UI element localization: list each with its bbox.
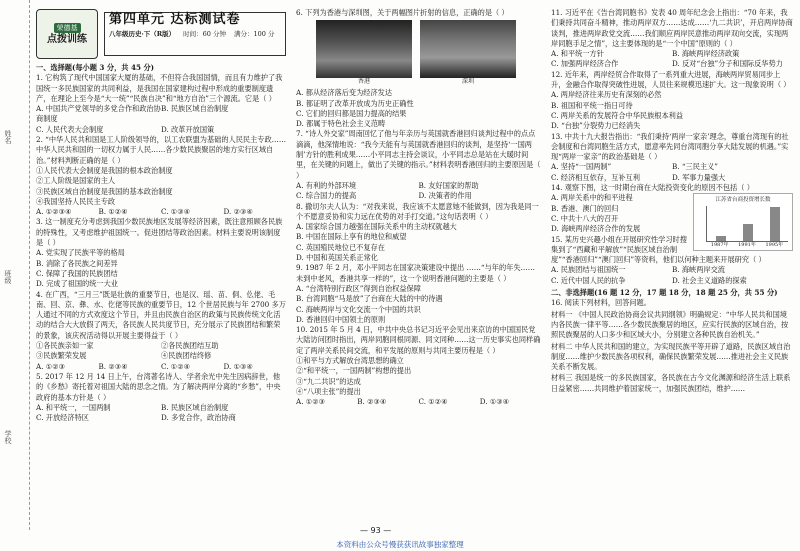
question-3: 3. 这一制度充分考虑到我国少数民族地区发展等经济因素，既注意照顾各民族的特殊性，又考虑维护祖国统一。促进团结等政治因素。材料主要说明该制度是（ ） A. 党实现了民族平等的格局 B. 消除了各民族之间差异 C. 保障了我国的民族团结 D. 完成了祖国的统一大业	[36, 217, 283, 289]
question-12: 12. 近年来，两岸经贸合作取得了一系列重大进展，海峡两岸贸易同步上升，金融合作取得突破性进展，人员往来规模迅速扩大。这一现象说明（ ） A. 两岸经济往来历史有深刻的必然 B. 祖国和平统一指日可待 C. 两岸关系的发展符合中华民族根本利益 D. “台独”分裂势力已经消失	[551, 69, 791, 131]
question-11: 11. 习近平在《告台湾同胞书》发表 40 周年纪念会上指出：“70 年来，我们秉持共同奋斗精神，推动两岸双方……达成……‘九二共识’，开启两岸协商谈判，推进两岸政党交流……我们顺应两岸民意推动两岸双向交流，实现两岸同胞手足之情”，这主要体现的是“一个中国”原则的（ ） A. 和平统一方针 B. 海峡两岸经济政策 C. 加强两岸经济合作 D. 反对“台独”分子和国际反华势力	[551, 8, 793, 69]
footer-note: 本资料由公众号慢获获讯故事独家整理	[336, 540, 464, 549]
material-2: 材料二 中华人民共和国的建立，为实现民族平等开辟了道路，民族区域自治制度……维护少数民族各项权利，确保民族繁荣发展……推进社会主义民族关系不断发展。	[551, 341, 791, 372]
question-7: 7. “诗人外交家”周南回忆了他与年亲历与英国就香港回归谈判过程中的点点滴滴，他深情地说：“我今天能有与英国就香港回归的谈判，是坚持‘一国两制’方针的胜利成果……小平同志主持会谈议，小平同志总是站在大暖时间里，在关键的问题上，做出了关键的指示。”材料表明香港回归的主要原因是（ ） A. 有利的外部环境 B. 友好国家的帮助 C. 综合国力的提高 D. 决策者的作用	[296, 129, 541, 201]
unit-title: 第四单元 达标测试卷	[109, 12, 241, 27]
brand-logo: 荣德基 点拨训练	[36, 9, 98, 59]
x-tick-label: 1991年	[738, 242, 756, 249]
chart-bar	[770, 207, 780, 241]
question-15: 15. 某历史兴趣小组在开展研究性学习时搜集到了“西藏和平解放”“民族区域自治制度”“香港回归”“澳门回归”等资料，他们以何种主题来开展研究（ ） A. 民族团结与祖国统一 B. 海峡两岸交流 C. 近代中国人民的抗争 D. 社会主义道路的探索	[551, 234, 766, 285]
chart-x-labels	[706, 240, 788, 250]
school-label: 学校	[4, 430, 12, 444]
chart-bars	[706, 206, 788, 242]
question-1: 1. 它构筑了现代中国国家大厦的基础，不但符合我国国情，而且有力维护了我国统一多民族国家的共同利益，是我国在国家建构过程中形成的重要制度遗产，在理论上至今是“大一统”“民族自决”和“地方自治”三个源流。它是（ ） A. 中国共产党领导的多党合作和政治协商制度 B. 民族区域自治制度 C. 人民代表大会制度 D. 改革开放国策	[36, 73, 283, 134]
question-16: 16. 阅读下列材料，回答问题。	[551, 298, 651, 308]
column-3	[551, 8, 793, 394]
taishang-investment-chart	[693, 193, 793, 251]
question-13: 13. 中共十九大报告指出：“我们秉持‘两岸一家亲’理念，尊重台湾现有的社会制度和台湾同胞生活方式，愿意率先同台湾同胞分享大陆发展的机遇。”实现“两岸一家亲”的政治基础是（ ） A. 坚持“一国两制” B. “三民主义” C. 经济相互依存，互补互利 D. 军事力量强大	[551, 131, 789, 182]
grade-label: 八年级历史·下（R版）	[109, 30, 176, 39]
column-2	[296, 8, 541, 408]
binding-margin	[0, 0, 30, 530]
class-label: 班级	[4, 270, 12, 284]
page-number: — 93 —	[360, 526, 392, 535]
question-9: 9. 1987 年 2 月，邓小平同志在国家决策建设中提出 ……“与年的年失…… 未到中老风，香港共享一样的”，这一个说明香港问题的主要是（ ） A. “台湾特别行政区”得到自治权益保障 B. 台湾同胞“马是放”了台商在大陆的中的待遇 C. 海峡两岸与文化交流一个中国的共识 D. 香港回归中国领土的原则	[296, 263, 535, 324]
question-4: 4. 在广西，“三月三”既是壮族的重要节日，也是汉、瑶、苗、侗、仫佬、毛南、回、京、彝、水、仡佬等民族的重要节日，12 个世居民族与年 2700 多万人通过不同的方式欢度这个节日，并且由民族自治区的政策与民族传统文化活动的结合大大放假了两天，各民族人民共度节日，充分展示了民族团结和繁荣的景象，该庆祝活动得以开展主要得益于（ ） ①各民族亲如一家 ②各民族团结互助 ③民族繁荣发展 ④民族团结终修 A. ①②③ B. ②③④ C. ①②④ D. ①③④	[36, 289, 286, 371]
x-tick-label: 1987年	[710, 242, 729, 249]
unit-title-box	[104, 12, 286, 56]
shenzhen-photo: 深圳	[420, 20, 516, 78]
score-label: 满分：100 分	[234, 30, 275, 39]
hongkong-photo: 香港	[316, 20, 412, 78]
material-1: 材料一 《中国人民政治协商会议共同纲领》明确规定：“中华人民共和国境内各民族一律平等……各少数民族聚居的地区，应实行民族的区域自治，按照民族聚居的人口多少和区域大小，分别建立各种民族自治机关。”	[551, 309, 789, 340]
chart-title: 江苏省台商投资增长数	[715, 197, 771, 204]
column-1	[36, 8, 286, 423]
section-heading-2: 二、非选择题(16 题 12 分，17 题 18 分，18 题 25 分，共 55 分)	[551, 288, 778, 298]
question-8: 8. 撒切尔夫人认为：“对我来说，我应该不太愿意她不能做到，因为我是同一个不愿意妥协和实力远在优势的对手打交道。”这句话表明（ ） A. 国家综合国力越强在国际关系中的主动权就越大 B. 中国在国际上享有的地位和威望 C. 英国殖民地位已不复存在 D. 中国和英国关系正常化	[296, 201, 539, 263]
question-6: 6. 下列为香港与深圳图，关于两幅图片折射的信息，正确的是（ ） 香港 深圳 A. 都从经济落后变为经济发达 B. 都证明了改革开放成为历史正确性 C. 它们的回归都是国力提高的结果 D. 都属于特色社会主义范畴	[296, 8, 541, 129]
question-14: 14. 观察下图，这一时期台商在大陆投资变化的原因不包括（ ） 江苏省台商投资增长数 1987年 1991年 1995年 A. 两岸关系中的和平进程 B. 香港、澳门的回归 C. 中共十八大的召开 D. 海峡两岸经济合作的发展	[551, 183, 793, 234]
material-3: 材料三 我国是统一的多民族国家，各民族在古今文化渊源和经济生活上联系日益紧密……共同维护着国家统一，加强民族团结，维护……	[551, 373, 791, 393]
unit-header	[36, 8, 286, 60]
name-label: 姓名	[4, 130, 12, 144]
chart-bar	[743, 224, 753, 241]
question-2: 2. “中华人民共和国是工人阶级领导的，以工农联盟为基础的人民民主专政……中华人民共和国的一切权力属于人民……各少数民族聚居的地方实行区域自治。”材料判断正确的是（ ） ①人民代表大会制度是我国的根本政治制度 ②工人阶级是国家的主人 ③民族区域自治制度是我国的基本政治制度 ④我国坚持人民民主专政 A. ①②③④ B. ①②④ C. ①③④ D. ②③④	[36, 135, 287, 217]
section-heading: 一、选择题(每小题 3 分，共 45 分)	[36, 63, 155, 72]
question-10: 10. 2015 年 5 月 4 日，中共中央总书记习近平会见出来京访的中国国民党大陆访问团时指出，两岸同胞同根同源、同文同种……这一历史事实也同样确定了两岸关系民间交流，和平发展的原则与共同主要历程是（ ） ①和平与方式解放台湾思想的确立 ②“和平统一，一国两制”构想的提出 ③“九二共识”的达成 ④“八项主张”的提出 A. ①②③ B. ②③④ C. ①②④ D. ①③④	[296, 325, 541, 407]
x-tick-label: 1995年	[765, 242, 784, 249]
time-label: 时间：60 分钟	[183, 30, 227, 39]
question-5: 5. 2017 年 12 月 14 日上午，台湾著名诗人、学者余光中先生因病辞世，他的《乡愁》寄托着对祖国大陆的思念之情。为了解决两岸分离的“乡愁”，中央政府的基本方针是（ ） A. 和平统一，一国两制 B. 民族区域自治制度 C. 开放经济特区 D. 多党合作，政治协商	[36, 371, 281, 423]
